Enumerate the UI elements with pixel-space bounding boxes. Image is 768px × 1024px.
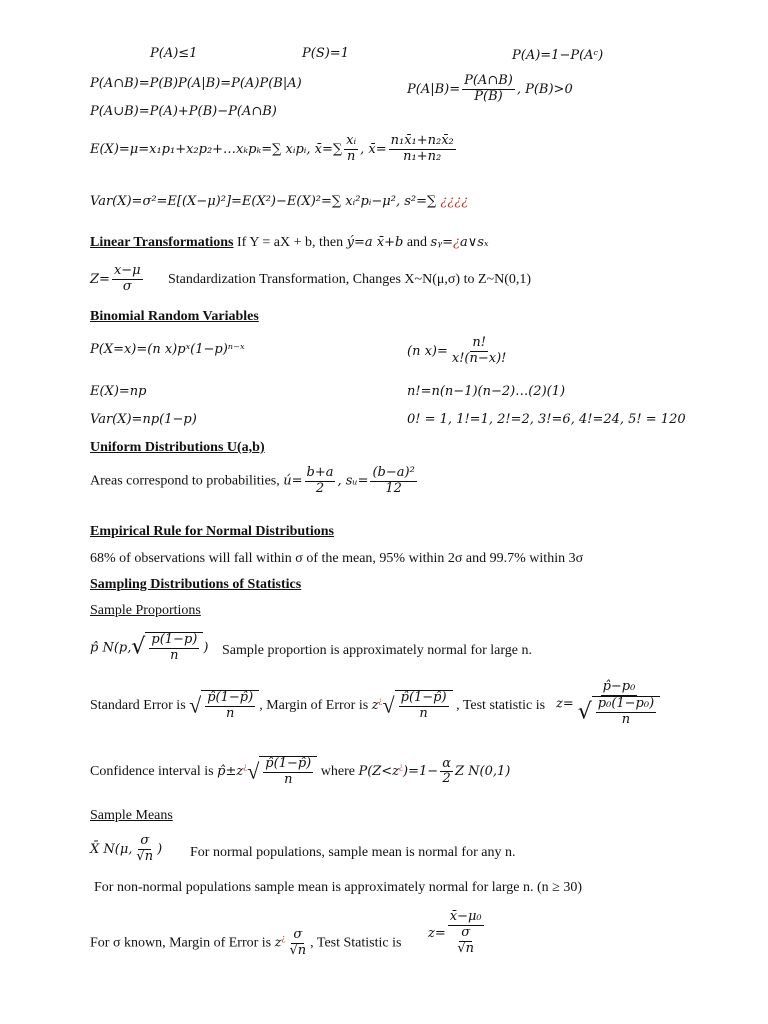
z-test-frac (576, 680, 662, 728)
binomial-heading: Binomial Random Variables (90, 309, 259, 324)
variance-expr: Var(X)=σ²=E[(X−μ)²]=E(X²)−E(X)²=∑ xᵢ²pᵢ−μ², s²=∑ (90, 194, 437, 209)
test-statistic (556, 680, 664, 728)
expectation-line (90, 134, 458, 165)
sigma-known-line (90, 928, 401, 959)
se-text: Standard Error is (90, 698, 190, 714)
pooled-frac (389, 134, 456, 165)
t-num: x̄−μ₀ (449, 909, 482, 924)
phat-frac (149, 633, 199, 664)
uniform-s-num: (b−a)² (372, 465, 415, 480)
uniform-s-frac (370, 466, 416, 497)
mean-test-statistic (428, 910, 486, 957)
moe-num: p̂(1−p̂) (400, 690, 447, 705)
comb-lhs: (n x)= (407, 343, 448, 359)
linear-line (90, 235, 489, 252)
phat-distribution (90, 632, 208, 664)
sqrt-icon: √ (577, 699, 592, 725)
se-num: p̂(1−p̂) (207, 690, 254, 705)
xbar-den: √n (136, 848, 154, 864)
xbar-text: For normal populations, sample mean is normal for any n. (190, 845, 516, 860)
sigma-num: σ (293, 927, 303, 942)
xbar-num: xᵢ (346, 133, 357, 148)
prob-pa: P(A)≤1 (150, 46, 198, 61)
linear-yhat: ý=a x̄+b (346, 235, 404, 250)
alpha-frac (440, 757, 453, 788)
cond-den: P(B) (474, 88, 503, 104)
empirical-heading: Empirical Rule for Normal Distributions (90, 524, 334, 539)
uniform-text: Areas correspond to probabilities, (90, 473, 284, 489)
ci-where: where (317, 764, 359, 780)
factorial-values: 0! = 1, 1!=1, 2!=2, 3!=6, 4!=24, 5! = 120 (407, 412, 686, 427)
standard-error-line (90, 690, 545, 722)
standardization-formula (90, 264, 145, 295)
linear-sy: sᵧ= (430, 235, 453, 250)
linear-sy-tail: a∨sₓ (459, 235, 489, 250)
sigma-den: √n (289, 942, 307, 958)
cond-lhs: P(A|B)= (407, 81, 461, 97)
cond-rhs: , P(B)>0 (516, 81, 573, 97)
prob-union: P(A∪B)=P(A)+P(B)−P(A∩B) (90, 104, 277, 119)
cond-frac (462, 74, 515, 105)
xbar-dist: X̄ N(μ, (90, 841, 133, 857)
ci-expr: p̂±z (217, 764, 244, 780)
ci-text: Confidence interval is (90, 764, 218, 780)
prob-ps: P(S)=1 (302, 46, 349, 61)
se-frac (205, 691, 255, 722)
sqrt-icon: √ (189, 692, 202, 718)
confidence-interval-line (90, 756, 510, 788)
sample-proportions-heading: Sample Proportions (90, 603, 201, 618)
ci-garble: ¿ (243, 761, 248, 772)
uniform-mu-num: b+a (306, 465, 334, 480)
xbar-distribution (90, 834, 162, 865)
ci-where-tail: )=1− (403, 764, 439, 780)
t-den-frac (455, 926, 476, 957)
t-den (451, 926, 480, 957)
z-den: σ (122, 278, 132, 294)
uniform-line (90, 466, 419, 497)
z-frac (112, 264, 143, 295)
sigma-frac (287, 928, 308, 959)
t-lhs: z= (428, 925, 446, 941)
z-dist: Z N(0,1) (454, 764, 511, 780)
ci-den: n (284, 771, 293, 787)
sqrt-icon: √ (382, 692, 395, 718)
ci-where-expr: P(Z<z (358, 764, 400, 780)
empirical-text: 68% of observations will fall within σ of the mean, 95% within 2σ and 99.7% within 3σ (90, 551, 584, 566)
binomial-mean: E(X)=np (90, 384, 147, 399)
sigma-zstar: z (274, 935, 282, 951)
sigma-text: For σ known, Margin of Error is (90, 935, 275, 951)
binomial-variance: Var(X)=np(1−p) (90, 412, 197, 427)
binomial-coefficient (407, 336, 510, 367)
factorial-def: n!=n(n−1)(n−2)…(2)(1) (407, 384, 566, 399)
phat-dist: p̂ N(p, (90, 640, 132, 656)
linear-heading: Linear Transformations (90, 235, 234, 250)
pooled-den: n₁+n₂ (403, 148, 442, 164)
sqrt-icon: √ (247, 758, 260, 784)
variance-garbled: ¿¿¿¿ (440, 194, 469, 209)
sigma-garble: ¿ (281, 932, 286, 943)
linear-sy-garble: ¿ (453, 235, 460, 250)
moe-zstar: z (371, 698, 379, 714)
conditional-probability (407, 74, 573, 105)
sigma-test: , Test Statistic is (310, 935, 402, 951)
uniform-heading: Uniform Distributions U(a,b) (90, 440, 265, 455)
z-num: x−μ (113, 263, 141, 278)
uniform-mu-lhs: ú= (283, 473, 303, 489)
xbar-num: σ (140, 833, 150, 848)
z-inner-frac (596, 697, 656, 728)
moe-den: n (419, 705, 428, 721)
t-den-num: σ (461, 924, 471, 940)
standardization-text: Standardization Transformation, Changes X~N(μ,σ) to Z~N(0,1) (168, 272, 532, 287)
ci-frac (263, 757, 313, 788)
z-test-lhs: z= (556, 696, 574, 712)
prob-intersection: P(A∩B)=P(B)P(A|B)=P(A)P(B|A) (90, 76, 302, 91)
moe-garble: ¿ (378, 695, 383, 706)
phat-den: n (170, 647, 179, 663)
xbar-den: n (346, 148, 356, 164)
expectation-expr: E(X)=μ=x₁p₁+x₂p₂+…xₖpₖ=∑ xᵢpᵢ, x̄=∑ (90, 141, 343, 157)
xbar-frac (134, 834, 155, 865)
ci-where-garble: ¿ (399, 761, 404, 772)
uniform-mu-frac (305, 466, 336, 497)
t-den-den: √n (457, 940, 475, 956)
moe-frac (399, 691, 449, 722)
moe-text: , Margin of Error is (259, 698, 372, 714)
xbar-frac (344, 134, 358, 165)
alpha-num: α (442, 755, 451, 771)
sqrt-icon: √ (131, 634, 146, 660)
ci-num: p̂(1−p̂) (265, 756, 312, 771)
z-inner-num: p₀(1−p₀) (597, 695, 655, 711)
uniform-s-lhs: , sᵤ= (337, 473, 369, 489)
prob-complement: P(A)=1−P(Aᶜ) (512, 48, 604, 63)
pooled-num: n₁x̄₁+n₂x̄₂ (390, 133, 454, 148)
phat-close: ) (203, 640, 209, 656)
nonnormal-text: For non-normal populations sample mean is approximately normal for large n. (n ≥ 30) (94, 880, 582, 895)
phat-num: p(1−p) (151, 632, 198, 647)
phat-text: Sample proportion is approximately normal for large n. (222, 643, 533, 658)
linear-and: and (403, 235, 431, 250)
binomial-pmf: P(X=x)=(n x)pˣ(1−p)ⁿ⁻ˣ (90, 342, 245, 357)
sample-means-heading: Sample Means (90, 808, 173, 823)
z-test-den (576, 696, 662, 728)
uniform-mu-den: 2 (315, 480, 325, 496)
comb-den: x!(n−x)! (451, 350, 507, 366)
comb-num: n! (472, 335, 486, 350)
alpha-den: 2 (442, 771, 451, 787)
cond-num: P(A∩B) (464, 73, 513, 88)
comb-frac (450, 336, 509, 367)
xbar-close: ) (157, 841, 163, 857)
se-den: n (226, 705, 235, 721)
z-inner-den: n (621, 711, 631, 727)
uniform-s-den: 12 (385, 480, 402, 496)
pooled-lhs: , x̄= (360, 141, 387, 157)
t-frac (448, 910, 484, 957)
z-test-num: p̂−p₀ (602, 679, 636, 694)
variance-line (90, 194, 468, 210)
z-lhs: Z= (90, 271, 110, 287)
test-text: , Test statistic is (452, 698, 546, 714)
sampling-heading: Sampling Distributions of Statistics (90, 577, 302, 592)
linear-text: If Y = aX + b, then (233, 235, 347, 250)
